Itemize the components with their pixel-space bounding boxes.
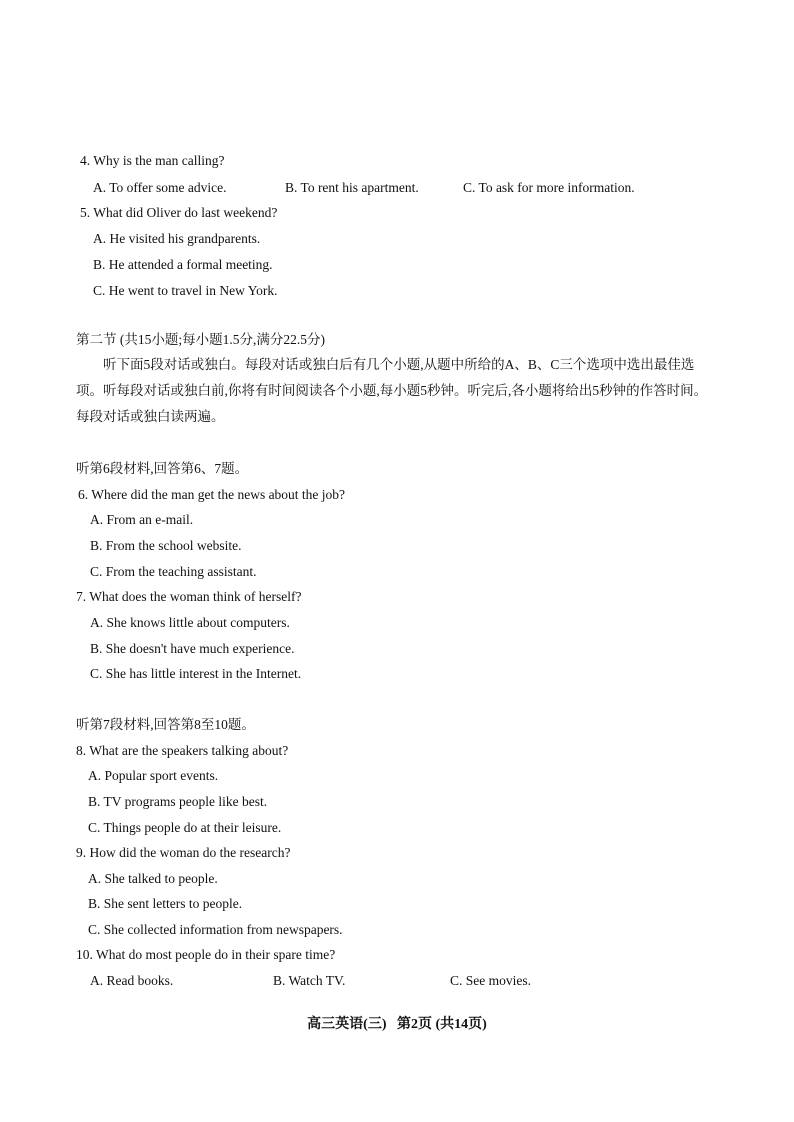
question-8-stem: 8. What are the speakers talking about? [76, 743, 289, 758]
section-2-instructions-text: 听下面5段对话或独白。每段对话或独白后有几个小题,从题中所给的A、B、C三个选项中选出最佳选项。听每段对话或独白前,你将有时间阅读各个小题,每小题5秒钟。听完后,各小题将给出5秒钟的作答时间。每段对话或独白读两遍。 [76, 357, 708, 424]
question-6-stem: 6. Where did the man get the news about the job? [78, 487, 346, 502]
question-9-option-c: C. She collected information from newspapers. [88, 922, 343, 937]
page-footer: 高三英语(三) 第2页 (共14页) [307, 1017, 487, 1032]
question-5-option-c: C. He went to travel in New York. [93, 283, 278, 298]
group-7-title: 听第7段材料,回答第8至10题。 [76, 717, 255, 732]
question-8-option-a: A. Popular sport events. [88, 768, 219, 783]
question-4-stem: 4. Why is the man calling? [80, 153, 225, 168]
question-4-option-a: A. To offer some advice. [93, 180, 227, 195]
question-9-stem: 9. How did the woman do the research? [76, 845, 291, 860]
question-5-option-b: B. He attended a formal meeting. [93, 257, 273, 272]
question-6-option-a: A. From an e-mail. [90, 512, 194, 527]
question-6-option-b: B. From the school website. [90, 538, 242, 553]
question-4-option-b: B. To rent his apartment. [285, 180, 419, 195]
group-6-title: 听第6段材料,回答第6、7题。 [76, 461, 249, 476]
question-4-option-c: C. To ask for more information. [463, 180, 635, 195]
question-7-option-a: A. She knows little about computers. [90, 615, 290, 630]
question-5-stem: 5. What did Oliver do last weekend? [80, 205, 278, 220]
section-2-heading: 第二节 (共15小题;每小题1.5分,满分22.5分) [76, 332, 325, 347]
question-10-stem: 10. What do most people do in their spare time? [76, 947, 336, 962]
question-10-option-c: C. See movies. [450, 973, 531, 988]
question-8-option-c: C. Things people do at their leisure. [88, 820, 282, 835]
question-7-option-c: C. She has little interest in the Internet. [90, 666, 302, 681]
question-10-option-a: A. Read books. [90, 973, 174, 988]
question-7-stem: 7. What does the woman think of herself? [76, 589, 302, 604]
question-7-option-b: B. She doesn't have much experience. [90, 641, 295, 656]
section-2-instructions [76, 352, 716, 430]
question-9-option-a: A. She talked to people. [88, 871, 218, 886]
question-6-option-c: C. From the teaching assistant. [90, 564, 257, 579]
question-9-option-b: B. She sent letters to people. [88, 896, 243, 911]
question-5-option-a: A. He visited his grandparents. [93, 231, 261, 246]
question-8-option-b: B. TV programs people like best. [88, 794, 268, 809]
question-10-option-b: B. Watch TV. [273, 973, 346, 988]
